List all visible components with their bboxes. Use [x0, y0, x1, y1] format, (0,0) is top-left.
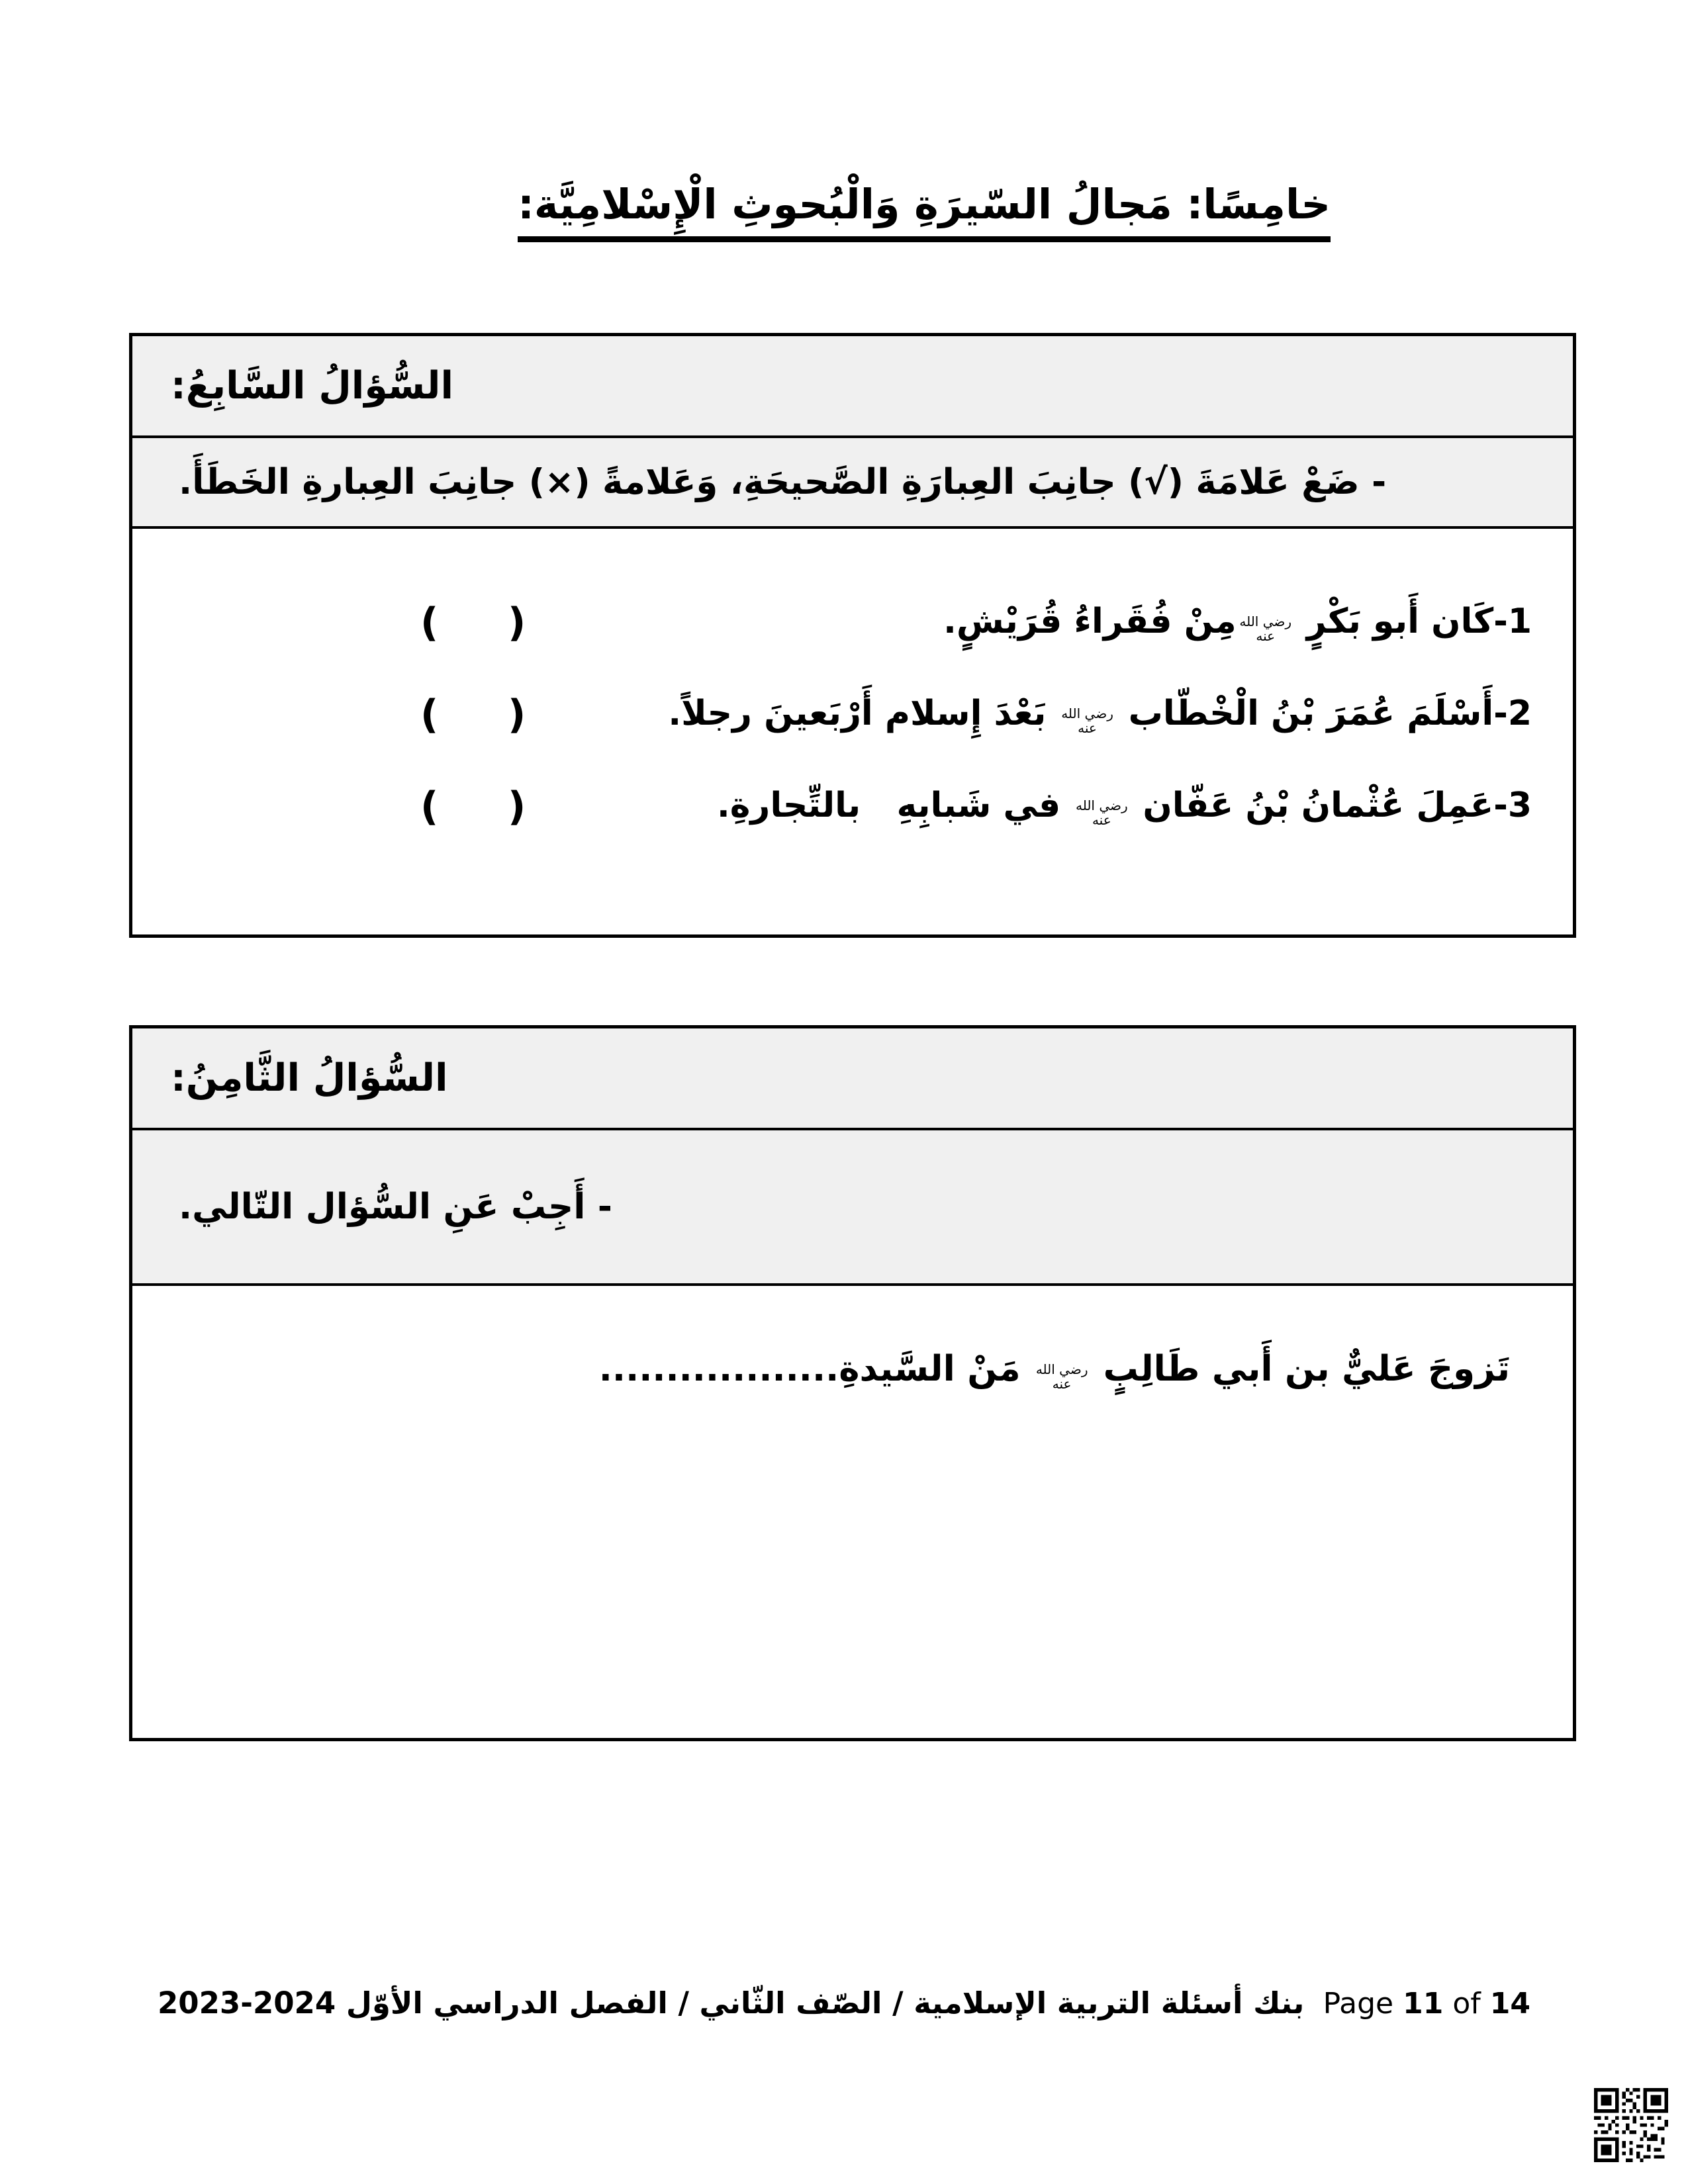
statement-3-after: في شَبابِهِ بالتِّجارةِ.	[716, 785, 1073, 825]
question-eight-instruction-text: - أَجِبْ عَنِ السُّؤال التّالي.	[179, 1187, 612, 1227]
statement-text-1	[526, 602, 1532, 644]
statement-row-2	[132, 668, 1573, 760]
statement-2-after: بَعْدَ إِسلام أَرْبَعينَ رجلاً.	[668, 693, 1058, 733]
question-seven-instruction-text: - ضَعْ عَلامَةَ (√) جانِبَ العِبارَةِ الصَّحيحَةِ، وَعَلامةً (×) جانِبَ العِبارةِ الخَطَأَ.	[179, 462, 1387, 502]
statement-text-3	[526, 786, 1532, 828]
sentence-after-with-dots: مَنْ السَّيدةِ..................	[598, 1349, 1033, 1389]
radi-allahu-anhu-honorific: رضي الله عنه	[1035, 1361, 1088, 1392]
fill-in-blank-sentence	[132, 1349, 1510, 1392]
answer-blank-2: ( )	[420, 691, 526, 738]
answer-blank-3: ( )	[420, 783, 526, 830]
statement-row-1	[132, 576, 1573, 668]
footer-page-word: Page	[1323, 1987, 1394, 2021]
question-eight-content	[132, 1283, 1573, 1735]
statement-3-before: 3-عَمِلَ عُثْمانُ بْنُ عَفّان	[1131, 785, 1532, 825]
footer-page-indicator	[1323, 1987, 1530, 2021]
question-seven-header-text: السُّؤالُ السَّابِعُ:	[171, 364, 453, 408]
question-eight-instruction	[132, 1128, 1573, 1283]
question-seven-header	[132, 336, 1573, 435]
footer-of-word: of	[1452, 1987, 1481, 2021]
statement-row-3	[132, 760, 1573, 852]
answer-blank-1: ( )	[420, 599, 526, 646]
page-footer	[0, 1985, 1688, 2021]
radi-allahu-anhu-honorific: رضي الله عنه	[1239, 614, 1292, 644]
question-seven-content	[132, 526, 1573, 929]
question-eight-header-text: السُّؤالُ الثَّامِنُ:	[171, 1056, 448, 1100]
statement-1-before: 1-كَان أَبو بَكْرٍ	[1294, 601, 1532, 641]
statement-2-before: 2-أَسْلَمَ عُمَرَ بْنُ الْخْطّاب	[1116, 693, 1532, 733]
footer-academic-year: 2024-2023	[158, 1985, 336, 2021]
statement-1-after: مِنْ فُقَراءُ قُرَيْشٍ.	[943, 601, 1237, 641]
radi-allahu-anhu-honorific: رضي الله عنه	[1075, 797, 1128, 828]
qr-code-graphic	[1594, 2088, 1668, 2162]
footer-page-total: 14	[1489, 1987, 1530, 2021]
statement-text-2	[526, 694, 1532, 736]
footer-page-number: 11	[1403, 1987, 1444, 2021]
footer-course-info: بنك أسئلة التربية الإسلامية / الصّف الثّاني / الفصل الدراسي الأوّل	[346, 1985, 1305, 2021]
question-eight-header	[132, 1028, 1573, 1128]
question-seven-box	[129, 333, 1576, 938]
question-seven-instruction	[132, 435, 1573, 526]
qr-code	[1594, 2088, 1668, 2162]
sentence-before: تَزوجَ عَليٌّ بن أَبي طَالِبٍ	[1091, 1349, 1510, 1389]
footer-arabic-text	[158, 1985, 1304, 2021]
radi-allahu-anhu-honorific: رضي الله عنه	[1061, 705, 1113, 736]
section-title: خامِسًا: مَجالُ السّيرَةِ وَالْبُحوثِ الْإِسْلامِيَّة:	[518, 180, 1331, 242]
question-eight-box	[129, 1025, 1576, 1741]
